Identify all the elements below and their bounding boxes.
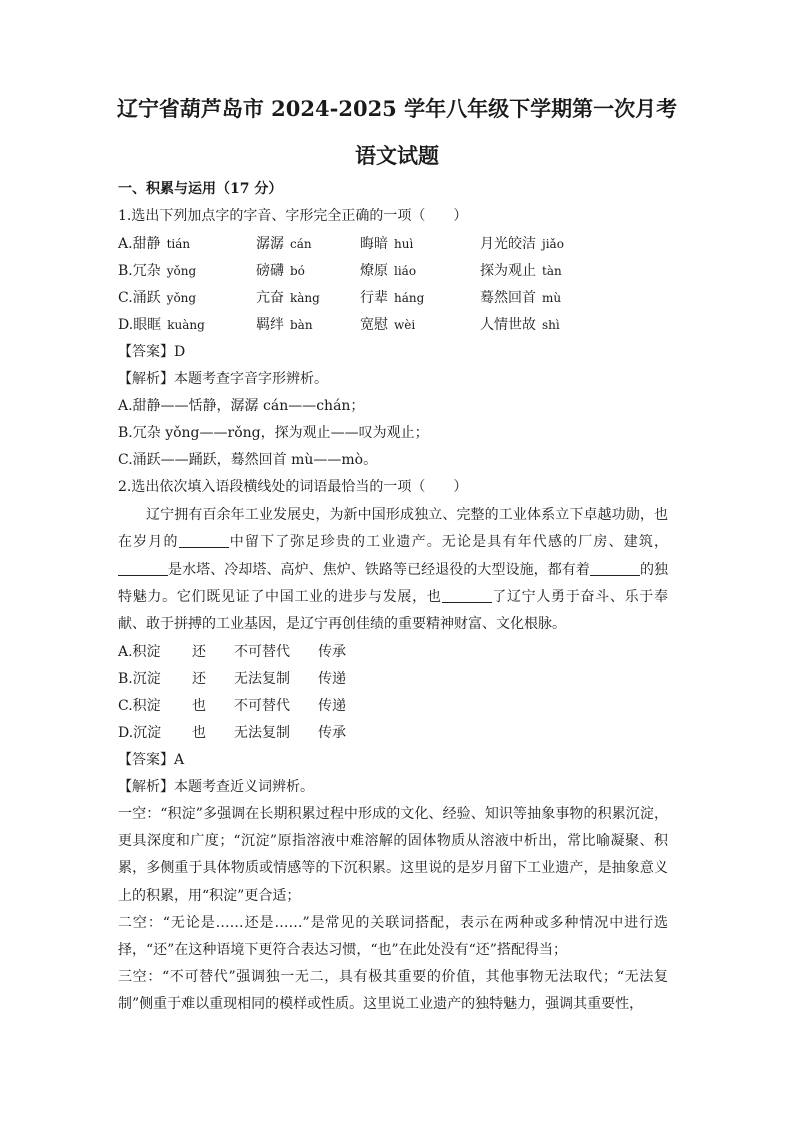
q1-option-a-item <box>360 235 413 253</box>
option-word: 涌跃 <box>132 290 161 306</box>
option-word: 月光皎洁 <box>480 236 536 252</box>
q1-option-d-item <box>480 316 560 334</box>
q2-stem: 2.选出依次填入语段横线处的词语最恰当的一项（ ） <box>118 479 468 495</box>
option-pinyin: wèi <box>394 318 416 332</box>
option-word: 行辈 <box>360 290 388 306</box>
q1-option-b-item <box>256 262 305 280</box>
q2-option-cell: C.积淀 <box>118 698 161 714</box>
q2-option-cell: D.沉淀 <box>118 725 162 741</box>
q2-option-cell: 传承 <box>318 644 346 660</box>
option-word: 燎原 <box>360 263 388 279</box>
q1-analysis-c: C.涌跃——踊跃，蓦然回首 mù——mò。 <box>118 452 378 468</box>
option-word: 蓦然回首 <box>480 290 536 306</box>
option-pinyin: tián <box>166 237 191 251</box>
q2-option-cell: 传递 <box>318 698 346 714</box>
q2-analysis-title: 【解析】本题考查近义词辨析。 <box>118 779 314 795</box>
option-pinyin: tàn <box>542 264 562 278</box>
option-letter: A. <box>118 236 133 252</box>
q2-option-cell: 也 <box>192 698 206 714</box>
option-pinyin: shì <box>542 318 560 332</box>
q2-answer: 【答案】A <box>118 752 185 768</box>
option-pinyin: yǒng <box>166 291 197 305</box>
q1-analysis-b: B.冗杂 yǒng——rǒng，探为观止——叹为观止； <box>118 425 429 441</box>
option-word: 晦暗 <box>360 236 388 252</box>
option-pinyin: kuàng <box>167 318 205 332</box>
option-word: 潺潺 <box>256 236 284 252</box>
q2-option-cell: 传承 <box>318 725 346 741</box>
q1-option-b-item <box>480 262 562 280</box>
option-pinyin: bàn <box>290 318 313 332</box>
q2-option-cell: A.积淀 <box>118 644 161 660</box>
passage-seg-1: 辽宁拥有百余年工业发展史，为新中国形成独立、完整的工业体系立下卓越功勋，也在岁月的 <box>118 507 668 551</box>
option-letter: C. <box>118 290 133 306</box>
option-pinyin: yǒng <box>166 264 197 278</box>
q2-option-cell: B.沉淀 <box>118 671 161 687</box>
fill-blank-1 <box>179 533 229 548</box>
q1-option-b-item <box>118 262 196 280</box>
option-word: 眼眶 <box>133 317 162 333</box>
option-pinyin: bó <box>290 264 305 278</box>
q2-passage <box>118 502 668 638</box>
q1-option-d-item <box>360 316 415 334</box>
doc-title-line2: 语文试题 <box>355 143 439 168</box>
option-pinyin: liáo <box>394 264 417 278</box>
q2-explanation-1: 一空：“积淀”多强调在长期积累过程中形成的文化、经验、知识等抽象事物的积累沉淀，更具深度和广度；“沉淀”原指溶液中难溶解的固体物质从溶液中析出，常比喻凝聚、积累，多侧重于具体物质或情感等的下沉积累。这里说的是岁月留下工业遗产，是抽象意义上的积累，用“积淀”更合适； <box>118 806 668 904</box>
option-pinyin: mù <box>542 291 562 305</box>
fill-blank-3 <box>590 561 640 576</box>
q1-option-b-item <box>360 262 416 280</box>
passage-seg-3: 是水塔、冷却塔、高炉、焦炉、铁路等已经退役的大型设施，都有着 <box>168 561 590 578</box>
option-pinyin: háng <box>394 291 425 305</box>
q1-option-c-item <box>118 289 196 307</box>
option-word: 亢奋 <box>256 290 284 306</box>
q1-option-c-item <box>360 289 424 307</box>
q2-option-cell: 还 <box>192 644 206 660</box>
option-word: 宽慰 <box>360 317 388 333</box>
option-pinyin: kàng <box>290 291 320 305</box>
option-word: 人情世故 <box>480 317 536 333</box>
option-pinyin: jiǎo <box>542 237 564 251</box>
passage-seg-5: 了辽宁人勇于奋斗、乐于奉献、敢于拼搏的工业基因，是辽宁再创佳绩的重要精神财富、文化根脉。 <box>118 588 669 633</box>
q1-option-c-item <box>256 289 320 307</box>
q2-option-cell: 无法复制 <box>234 725 290 741</box>
fill-blank-4 <box>442 588 492 603</box>
q2-option-cell: 还 <box>192 671 206 687</box>
option-word: 磅礴 <box>256 263 284 279</box>
q2-option-cell: 不可替代 <box>234 644 290 660</box>
q1-analysis-a: A.甜静——恬静，潺潺 cán——chán； <box>118 398 365 414</box>
q2-option-cell: 也 <box>192 725 206 741</box>
option-word: 探为观止 <box>480 263 536 279</box>
q2-option-cell: 传递 <box>318 671 346 687</box>
section-heading: 一、积累与运用（17 分） <box>118 181 283 197</box>
option-letter: D. <box>118 317 134 333</box>
q1-option-a-item <box>480 235 564 253</box>
option-pinyin: cán <box>290 237 312 251</box>
q1-option-d-item <box>256 316 313 334</box>
option-word: 甜静 <box>132 236 161 252</box>
q2-explanation-3: 三空：“不可替代”强调独一无二，具有极其重要的价值，其他事物无法取代；“无法复制”侧重于难以重现相同的模样或性质。这里说工业遗产的独特魅力，强调其重要性， <box>118 969 668 1013</box>
option-word: 羁绊 <box>256 317 284 333</box>
option-letter: B. <box>118 263 133 279</box>
fill-blank-2 <box>118 561 168 576</box>
q1-analysis-title: 【解析】本题考查字音字形辨析。 <box>118 371 328 387</box>
q1-answer: 【答案】D <box>118 344 186 360</box>
option-word: 冗杂 <box>132 263 161 279</box>
q2-option-cell: 无法复制 <box>234 671 290 687</box>
passage-seg-2: 中留下了弥足珍贵的工业遗产。无论是具有年代感的厂房、建筑， <box>228 534 669 551</box>
q1-option-c-item <box>480 289 561 307</box>
q1-option-d-item <box>118 316 205 334</box>
q1-stem: 1.选出下列加点字的字音、字形完全正确的一项（ ） <box>118 208 468 224</box>
q1-option-a-item <box>256 235 312 253</box>
doc-title-line1: 辽宁省葫芦岛市 2024-2025 学年八年级下学期第一次月考 <box>116 96 678 121</box>
q2-option-cell: 不可替代 <box>234 698 290 714</box>
q1-option-a-item <box>118 235 190 253</box>
q2-explanation-2: 二空：“无论是……还是……”是常见的关联词搭配，表示在两种或多种情况中进行选择，“还”在这种语境下更符合表达习惯，“也”在此处没有“还”搭配得当； <box>118 915 668 959</box>
passage-seg-4: 的独特魅力。它们既见证了中国工业的进步与发展，也 <box>118 561 669 605</box>
option-pinyin: huì <box>394 237 414 251</box>
